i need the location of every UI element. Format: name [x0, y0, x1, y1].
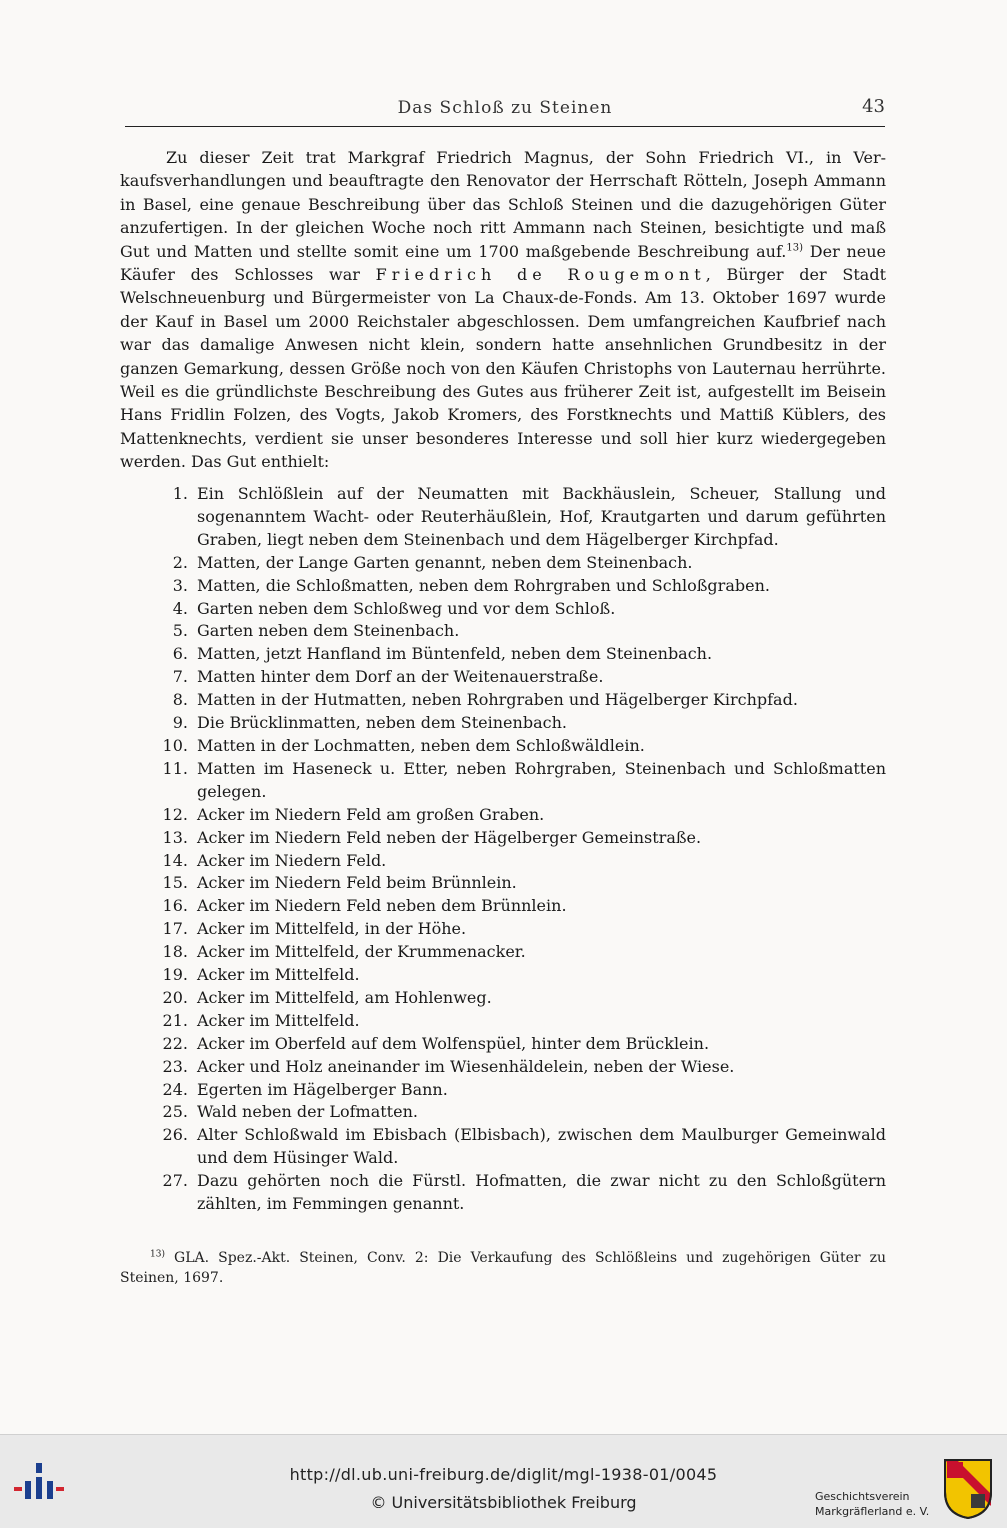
inventory-item-text: Die Brücklinmatten, neben dem Steinenbach.	[197, 713, 567, 733]
inventory-item-text: Matten, die Schloßmatten, neben dem Rohrgraben und Schloßgraben.	[197, 575, 770, 595]
inventory-item-number: 23.	[162, 1056, 188, 1076]
inventory-item-text: Acker im Mittelfeld.	[197, 1010, 360, 1030]
paragraph-segment: , Bürger der Stadt Welschneuenburg und Bürgermeister von La Chaux-de-Fonds. Am 13. Oktober 1697 wurde der Kauf in Basel um 2000 Reichstaler abgeschlossen. Dem umfangreichen Kaufbrief nach war das damalige Anwesen nicht klein, sondern hatte ansehnlichen Grundbesitz in der ganzen Gemarkung, dessen Größe noch von den Käufen Christophs von Lauternau herrührte. Weil es die gründlichste Beschreibung des Gutes aus früherer Zeit ist, aufgestellt im Beisein Hans Fridlin Folzen, des Vogts, Jakob Kromers, des Forstknechts und Mattiß Küblers, des Mattenknechts, verdient sie unser besonderes Interesse und soll hier kurz wiedergegeben werden. Das Gut enthielt:	[120, 265, 887, 472]
inventory-item-number: 11.	[162, 758, 188, 778]
inventory-item-number: 15.	[162, 873, 188, 893]
inventory-item	[150, 895, 886, 918]
inventory-item	[150, 1010, 886, 1033]
inventory-item	[150, 575, 886, 598]
inventory-item-text: Garten neben dem Steinenbach.	[197, 621, 460, 641]
inventory-item-number: 10.	[162, 735, 188, 755]
inventory-item-number: 27.	[162, 1171, 188, 1191]
inventory-item-text: Acker im Niedern Feld beim Brünnlein.	[197, 873, 517, 893]
footnote-text: GLA. Spez.-Akt. Steinen, Conv. 2: Die Verkaufung des Schlößleins und zugehörigen Güter zu Steinen, 1697.	[120, 1250, 886, 1286]
inventory-item-number: 14.	[162, 850, 188, 870]
inventory-item-text: Acker und Holz aneinander im Wiesenhäldelein, neben der Wiese.	[197, 1056, 735, 1076]
inventory-item-text: Acker im Niedern Feld neben dem Brünnlein.	[197, 896, 567, 916]
inventory-item	[150, 1101, 886, 1124]
inventory-item-number: 3.	[172, 575, 188, 595]
inventory-item	[150, 712, 886, 735]
inventory-item-text: Ein Schlößlein auf der Neumatten mit Backhäuslein, Scheuer, Stallung und sogenanntem Wacht- oder Reuterhäußlein, Hof, Krautgarten und darum geführten Graben, liegt neben dem Steinenbach und dem Hägelberger Kirchpfad.	[197, 484, 886, 549]
coat-of-arms-icon[interactable]	[943, 1458, 993, 1520]
inventory-item	[150, 872, 886, 895]
inventory-item-number: 19.	[162, 965, 188, 985]
inventory-item	[150, 1056, 886, 1079]
inventory-item	[150, 804, 886, 827]
inventory-item	[150, 1124, 886, 1170]
inventory-item-text: Acker im Mittelfeld, der Krummenacker.	[197, 942, 526, 962]
inventory-item-text: Acker im Niedern Feld.	[197, 850, 387, 870]
inventory-item	[150, 941, 886, 964]
inventory-item-number: 18.	[162, 942, 188, 962]
inventory-item-number: 12.	[162, 804, 188, 824]
footer-bar	[0, 1434, 1007, 1528]
inventory-item	[150, 1079, 886, 1102]
digital-library-link[interactable]: http://dl.ub.uni-freiburg.de/diglit/mgl-1938-01/0045	[289, 1465, 718, 1484]
inventory-item-number: 17.	[162, 919, 188, 939]
inventory-item	[150, 483, 886, 552]
inventory-item-number: 2.	[172, 552, 188, 572]
inventory-item-text: Alter Schloßwald im Ebisbach (Elbisbach), zwischen dem Maulburger Gemeinwald und dem Hüsinger Wald.	[197, 1125, 886, 1168]
inventory-item-text: Acker im Mittelfeld, am Hohlenweg.	[197, 987, 492, 1007]
inventory-item	[150, 758, 886, 804]
inventory-item	[150, 643, 886, 666]
inventory-item-text: Matten hinter dem Dorf an der Weitenauerstraße.	[197, 667, 604, 687]
inventory-item-text: Garten neben dem Schloßweg und vor dem Schloß.	[197, 598, 616, 618]
inventory-item	[150, 552, 886, 575]
inventory-item-text: Acker im Niedern Feld neben der Hägelberger Gemeinstraße.	[197, 827, 702, 847]
inventory-item-text: Acker im Mittelfeld, in der Höhe.	[197, 919, 467, 939]
paragraph-segment: Zu dieser Zeit trat Markgraf Friedrich Magnus, der Sohn Friedrich VI., in Verkaufsverhandlungen und beauftragte den Renovator der Herrschaft Rötteln, Joseph Ammann in Basel, eine genaue Beschreibung über das Schloß Steinen und die dazugehörigen Güter anzufertigen. In der gleichen Woche noch ritt Ammann nach Steinen, besichtigte und maß Gut und Matten und stellte somit eine um 1700 maßgebende Beschreibung auf.	[120, 148, 886, 261]
inventory-item-number: 16.	[162, 896, 188, 916]
inventory-item-text: Matten in der Lochmatten, neben dem Schloßwäldlein.	[197, 735, 645, 755]
inventory-item-text: Matten im Haseneck u. Etter, neben Rohrgraben, Steinenbach und Schloßmatten gelegen.	[197, 758, 886, 801]
inventory-item	[150, 1170, 886, 1216]
inventory-item-text: Acker im Mittelfeld.	[197, 965, 360, 985]
inventory-item	[150, 620, 886, 643]
inventory-item-number: 22.	[162, 1033, 188, 1053]
inventory-item-number: 8.	[172, 690, 188, 710]
inventory-item-number: 25.	[162, 1102, 188, 1122]
inventory-item-number: 1.	[172, 484, 188, 503]
footnote	[120, 1248, 886, 1288]
inventory-item-text: Wald neben der Lofmatten.	[197, 1102, 418, 1122]
running-head	[125, 94, 885, 127]
inventory-item-text: Acker im Niedern Feld am großen Graben.	[197, 804, 545, 824]
inventory-item-number: 13.	[162, 827, 188, 847]
copyright-notice: © Universitätsbibliothek Freiburg	[370, 1493, 637, 1512]
inventory-item-number: 4.	[172, 598, 188, 618]
running-title: Das Schloß zu Steinen	[397, 98, 613, 118]
society-line: Geschichtsverein	[815, 1490, 910, 1503]
inventory-item	[150, 918, 886, 941]
paragraph-segment: Der neue Käufer des Schlosses war	[120, 241, 886, 285]
inventory-item-text: Dazu gehörten noch die Fürstl. Hofmatten, die zwar nicht zu den Schloßgütern zählten, im Femmingen genannt.	[197, 1171, 886, 1214]
inventory-item	[150, 735, 886, 758]
inventory-item	[150, 987, 886, 1010]
inventory-item-number: 9.	[172, 713, 188, 733]
inventory-item	[150, 827, 886, 850]
buyer-name: Friedrich de Rougemont	[375, 265, 706, 285]
inventory-item-text: Egerten im Hägelberger Bann.	[197, 1079, 448, 1099]
inventory-item-number: 26.	[162, 1125, 188, 1145]
inventory-item-text: Matten in der Hutmatten, neben Rohrgraben und Hägelberger Kirchpfad.	[197, 690, 798, 710]
inventory-item	[150, 850, 886, 873]
footnote-reference[interactable]: 13)	[786, 242, 804, 254]
society-name	[815, 1489, 929, 1519]
body-paragraph	[120, 146, 886, 474]
inventory-item-number: 24.	[162, 1079, 188, 1099]
inventory-item	[150, 598, 886, 621]
inventory-item-number: 21.	[162, 1010, 188, 1030]
inventory-item-number: 5.	[172, 621, 188, 641]
inventory-item-text: Matten, jetzt Hanfland im Büntenfeld, neben dem Steinenbach.	[197, 644, 713, 664]
inventory-item-text: Acker im Oberfeld auf dem Wolfenspüel, hinter dem Brücklein.	[197, 1033, 710, 1053]
inventory-item	[150, 666, 886, 689]
inventory-item	[150, 689, 886, 712]
inventory-item-number: 20.	[162, 987, 188, 1007]
inventory-item-number: 6.	[172, 644, 188, 664]
property-inventory-list	[150, 483, 886, 1216]
inventory-item	[150, 964, 886, 987]
inventory-item	[150, 1033, 886, 1056]
inventory-item-text: Matten, der Lange Garten genannt, neben dem Steinenbach.	[197, 552, 693, 572]
page-number: 43	[862, 96, 885, 117]
footnote-marker: 13)	[150, 1249, 165, 1260]
inventory-item-number: 7.	[172, 667, 188, 687]
society-line: Markgräflerland e. V.	[815, 1505, 930, 1518]
